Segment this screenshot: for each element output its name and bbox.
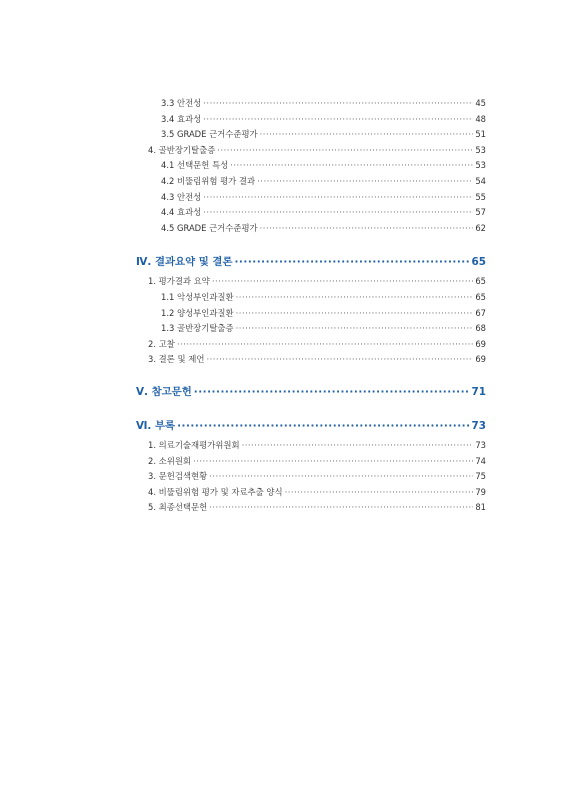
toc-entry[interactable] xyxy=(136,96,486,112)
toc-entry-page: 62 xyxy=(475,222,486,233)
dot-leader xyxy=(236,306,474,322)
dot-leader xyxy=(242,438,474,454)
toc-entry-page: 68 xyxy=(475,323,486,334)
toc-chapter-entry[interactable] xyxy=(136,382,486,402)
toc-entry[interactable] xyxy=(136,158,486,174)
toc-entry-page: 75 xyxy=(475,471,486,482)
toc-section-entry[interactable] xyxy=(136,438,486,454)
toc-section-entry[interactable] xyxy=(136,500,486,516)
dot-leader xyxy=(177,337,473,353)
toc-entry-page: 73 xyxy=(475,439,486,450)
toc-section-entry[interactable] xyxy=(136,337,486,353)
toc-entry[interactable] xyxy=(136,190,486,206)
toc-entry-label: 1.2 양성부인과질환 xyxy=(161,307,234,318)
toc-entry[interactable] xyxy=(136,306,486,322)
toc-entry-page: 74 xyxy=(475,455,486,466)
dot-leader xyxy=(285,485,474,501)
toc-entry-page: 57 xyxy=(475,207,486,218)
toc-chapter-entry[interactable] xyxy=(136,416,486,436)
toc-entry-label: 1.1 악성부인과질환 xyxy=(161,291,234,302)
toc-entry-label: 1.3 골반장기탈출증 xyxy=(161,323,234,334)
toc-entry-label: 5. 최종선택문헌 xyxy=(148,502,208,513)
toc-section-entry[interactable] xyxy=(136,274,486,290)
dot-leader xyxy=(212,274,473,290)
toc-entry[interactable] xyxy=(136,205,486,221)
toc-chapter-page: 73 xyxy=(471,419,486,432)
toc-entry-label: 1. 의료기술재평가위원회 xyxy=(148,439,240,450)
toc-chapter-page: 65 xyxy=(471,256,486,269)
toc-chapter-label: Ⅴ. 참고문헌 xyxy=(136,385,192,398)
dot-leader xyxy=(260,127,474,143)
toc-entry-page: 81 xyxy=(475,502,486,513)
toc-entry-label: 4. 골반장기탈출증 xyxy=(148,144,216,155)
toc-entry-page: 48 xyxy=(475,113,486,124)
toc-chapter-label: Ⅵ. 부록 xyxy=(136,419,176,432)
dot-leader xyxy=(236,290,474,306)
dot-leader xyxy=(234,252,469,272)
toc-entry-page: 67 xyxy=(475,307,486,318)
dot-leader xyxy=(260,221,474,237)
toc-entry-label: 3.5 GRADE 근거수준평가 xyxy=(161,129,258,140)
toc-entry[interactable] xyxy=(136,174,486,190)
dot-leader xyxy=(203,96,473,112)
toc-entry-label: 3. 문헌검색현황 xyxy=(148,471,208,482)
toc-entry-page: 55 xyxy=(475,191,486,202)
toc-entry[interactable] xyxy=(136,290,486,306)
dot-leader xyxy=(177,416,469,436)
dot-leader xyxy=(257,174,473,190)
toc-section-entry[interactable] xyxy=(136,143,486,159)
dot-leader xyxy=(230,158,473,174)
dot-leader xyxy=(217,143,473,159)
toc-chapter-page: 71 xyxy=(471,385,486,398)
toc-entry[interactable] xyxy=(136,112,486,128)
toc-entry[interactable] xyxy=(136,127,486,143)
toc-entry-label: 4.1 선택문헌 특성 xyxy=(161,160,229,171)
dot-leader xyxy=(209,500,473,516)
table-of-contents xyxy=(136,96,486,516)
toc-section-entry[interactable] xyxy=(136,454,486,470)
toc-entry-label: 4.4 효과성 xyxy=(161,207,202,218)
toc-entry-label: 2. 소위원회 xyxy=(148,455,192,466)
toc-entry-page: 53 xyxy=(475,144,486,155)
toc-entry-label: 4.2 비뚤림위험 평가 결과 xyxy=(161,175,256,186)
toc-entry[interactable] xyxy=(136,321,486,337)
dot-leader xyxy=(203,112,473,128)
toc-entry-page: 54 xyxy=(475,175,486,186)
toc-entry-label: 4. 비뚤림위험 평가 및 자료추출 양식 xyxy=(148,486,283,497)
toc-entry-label: 3. 결론 및 제언 xyxy=(148,354,205,365)
toc-entry-page: 69 xyxy=(475,354,486,365)
toc-entry-label: 2. 고찰 xyxy=(148,338,175,349)
toc-entry-label: 3.3 안전성 xyxy=(161,98,202,108)
toc-entry-page: 65 xyxy=(475,291,486,302)
dot-leader xyxy=(203,190,473,206)
toc-entry-label: 3.4 효과성 xyxy=(161,113,202,124)
toc-chapter-label: Ⅳ. 결과요약 및 결론 xyxy=(136,256,233,269)
toc-section-entry[interactable] xyxy=(136,485,486,501)
toc-entry-page: 51 xyxy=(475,129,486,140)
toc-entry-page: 65 xyxy=(475,276,486,287)
toc-section-entry[interactable] xyxy=(136,469,486,485)
toc-entry[interactable] xyxy=(136,221,486,237)
dot-leader xyxy=(203,205,473,221)
toc-entry-page: 69 xyxy=(475,338,486,349)
dot-leader xyxy=(194,382,470,402)
toc-entry-page: 53 xyxy=(475,160,486,171)
toc-entry-page: 79 xyxy=(475,486,486,497)
dot-leader xyxy=(209,469,473,485)
toc-entry-label: 4.5 GRADE 근거수준평가 xyxy=(161,222,258,233)
dot-leader xyxy=(206,352,473,368)
dot-leader xyxy=(236,321,474,337)
toc-entry-label: 4.3 안전성 xyxy=(161,191,202,202)
toc-chapter-entry[interactable] xyxy=(136,252,486,272)
toc-entry-page: 45 xyxy=(475,98,486,108)
dot-leader xyxy=(193,454,473,470)
toc-entry-label: 1. 평가결과 요약 xyxy=(148,276,210,287)
toc-section-entry[interactable] xyxy=(136,352,486,368)
